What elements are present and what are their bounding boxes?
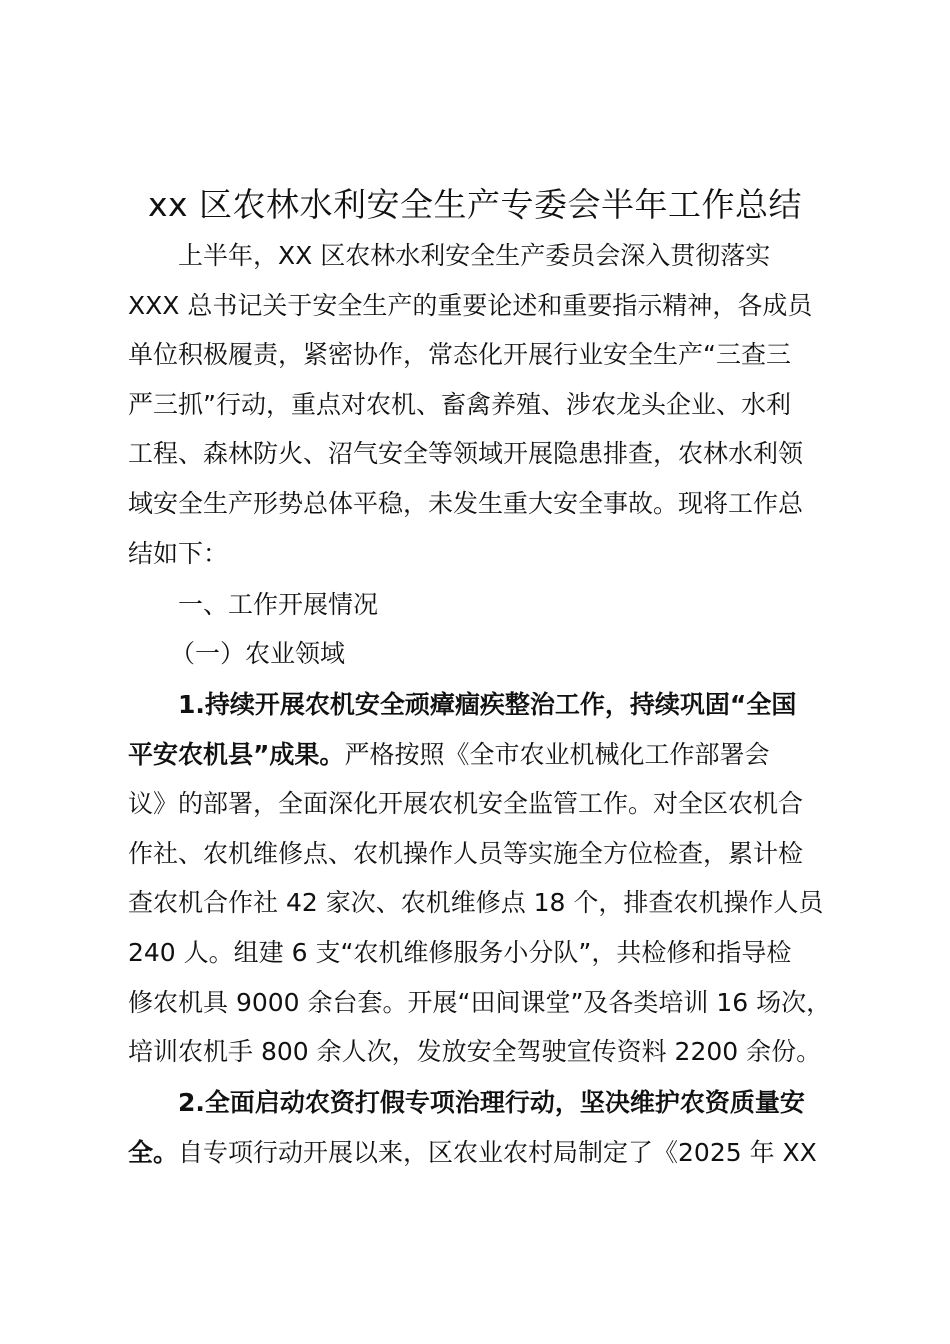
item-2-line <box>128 1128 838 1178</box>
intro-line: 域安全生产形势总体平稳，未发生重大安全事故。现将工作总 <box>128 488 804 518</box>
item-1-bold-heading-end: 平安农机县”成果。 <box>128 739 345 769</box>
document-title: xx 区农林水利安全生产专委会半年工作总结 <box>147 185 803 224</box>
item-2-bold-heading-end: 全。 <box>128 1137 179 1167</box>
item-1-line: 修农机具 9000 余台套。开展“田间课堂”及各类培训 16 场次， <box>128 987 832 1017</box>
item-1-line: 查农机合作社 42 家次、农机维修点 18 个，排查农机操作人员 <box>128 888 824 918</box>
item-1-line: 培训农机手 800 余人次，发放安全驾驶宣传资料 2200 余份。 <box>128 1037 822 1067</box>
item-1-line <box>128 730 838 780</box>
intro-line: XXX 总书记关于安全生产的重要论述和重要指示精神，各成员 <box>128 290 813 320</box>
section-heading: 一、工作开展情况 <box>178 590 379 619</box>
item-1-line: 240 人。组建 6 支“农机维修服务小分队”，共检修和指导检 <box>128 937 792 967</box>
intro-paragraph <box>128 231 838 578</box>
item-2-text: 自专项行动开展以来，区农业农村局制定了《2025 年 XX <box>178 1137 817 1167</box>
item-2-bold-heading: 2.全面启动农资打假专项治理行动，坚决维护农资质量安 <box>178 1088 805 1117</box>
item-1-bold-heading: 1.持续开展农机安全顽瘴痼疾整治工作，持续巩固“全国 <box>178 690 797 719</box>
item-1-line: 作社、农机维修点、农机操作人员等实施全方位检查，累计检 <box>128 838 804 868</box>
item-1-paragraph <box>128 680 838 1077</box>
item-1-text: 严格按照《全市农业机械化工作部署会 <box>344 739 770 769</box>
item-2-paragraph <box>128 1078 838 1177</box>
subsection-heading: （一）农业领域 <box>170 639 346 668</box>
intro-line: 单位积极履责，紧密协作，常态化开展行业安全生产“三查三 <box>128 340 791 370</box>
intro-line: 上半年，XX 区农林水利安全生产委员会深入贯彻落实 <box>178 241 771 270</box>
intro-line: 结如下： <box>128 538 229 568</box>
intro-line: 工程、森林防火、沼气安全等领域开展隐患排查，农林水利领 <box>128 439 804 469</box>
intro-line: 严三抓”行动，重点对农机、畜禽养殖、涉农龙头企业、水利 <box>128 389 791 419</box>
item-1-line: 议》的部署，全面深化开展农机安全监管工作。对全区农机合 <box>128 789 804 819</box>
